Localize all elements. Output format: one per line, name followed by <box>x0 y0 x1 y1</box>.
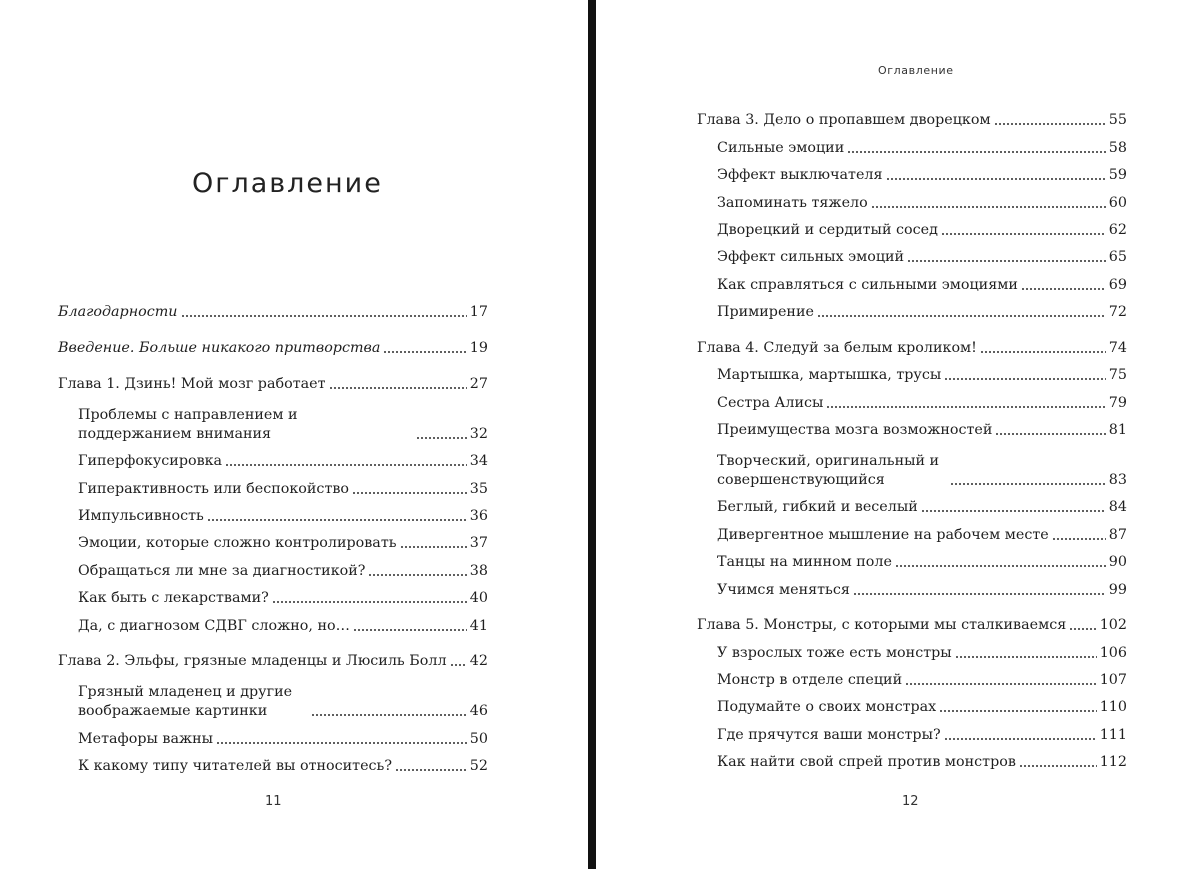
dot-leader <box>207 508 467 522</box>
toc-entry-title: Как найти свой спрей против монстров <box>717 754 1016 771</box>
dot-leader <box>450 653 467 667</box>
dot-leader <box>352 481 467 495</box>
toc-entry-chapter <box>697 103 1127 130</box>
toc-entry-page: 27 <box>469 375 488 392</box>
toc-entry-page: 90 <box>1108 554 1127 571</box>
dot-leader <box>416 426 467 440</box>
toc-entry-page: 42 <box>469 653 488 670</box>
dot-leader <box>400 535 467 549</box>
toc-entry <box>58 499 488 526</box>
toc-entry-title: Введение. Больше никакого притворства <box>58 340 381 357</box>
toc-entry-page: 99 <box>1108 581 1127 598</box>
toc-entry-page: 50 <box>469 730 488 747</box>
toc-entry-title: Монстр в отделе специй <box>717 672 903 689</box>
toc-entry-page: 37 <box>469 535 488 552</box>
toc-entry <box>697 213 1127 240</box>
toc-entry-page: 111 <box>1099 726 1127 743</box>
toc-entry <box>58 553 488 580</box>
page-number: 12 <box>902 794 919 809</box>
toc-entry-page: 84 <box>1108 499 1127 516</box>
toc-entry-title: Гиперактивность или беспокойство <box>78 480 350 497</box>
toc-entry-chapter <box>697 608 1127 635</box>
toc-entry-title: Сильные эмоции <box>717 139 845 156</box>
toc-entry-title: Эффект сильных эмоций <box>717 249 905 266</box>
toc-entry-title: Творческий, оригинальный и совершенствующийся <box>717 452 940 488</box>
dot-leader <box>853 582 1106 596</box>
book-spine <box>588 0 596 869</box>
toc-entry <box>697 690 1127 717</box>
toc-entry <box>697 413 1127 440</box>
toc-entry-title: Проблемы с направлением и поддержанием внимания <box>78 406 298 442</box>
dot-leader <box>944 727 1097 741</box>
toc-entry-title: Как справляться с сильными эмоциями <box>717 276 1018 293</box>
dot-leader <box>216 731 467 745</box>
dot-leader <box>272 590 467 604</box>
toc-entry-page: 83 <box>1108 471 1127 488</box>
toc-entry-page: 112 <box>1099 754 1127 771</box>
toc-entry-page: 35 <box>469 480 488 497</box>
toc-entry-title: Глава 4. Следуй за белым кроликом! <box>697 339 977 356</box>
toc-entry <box>697 240 1127 267</box>
toc-entry <box>58 295 488 322</box>
toc-entry <box>58 394 488 444</box>
toc-entry-title: Запоминать тяжело <box>717 194 868 211</box>
toc-entry-title: Преимущества мозга возможностей <box>717 421 993 438</box>
toc-entry <box>58 526 488 553</box>
toc-entry-page: 65 <box>1108 249 1127 266</box>
toc-entry-page: 72 <box>1108 304 1127 321</box>
toc-entry-title: Глава 5. Монстры, с которыми мы сталкиваемся <box>697 617 1067 634</box>
toc-entry-page: 59 <box>1108 167 1127 184</box>
toc-entry <box>697 295 1127 322</box>
toc-entry <box>697 440 1127 490</box>
toc-list-left <box>58 295 488 776</box>
running-head: Оглавление <box>878 64 954 77</box>
toc-entry-page: 46 <box>469 703 488 720</box>
toc-entry-title: Эффект выключателя <box>717 167 883 184</box>
toc-entry-title: Подумайте о своих монстрах <box>717 699 937 716</box>
dot-leader <box>950 472 1106 486</box>
toc-entry-title: Мартышка, мартышка, трусы <box>717 367 942 384</box>
dot-leader <box>847 140 1106 154</box>
toc-entry <box>58 671 488 721</box>
dot-leader <box>944 367 1106 381</box>
toc-entry <box>697 545 1127 572</box>
toc-entry-title: Метафоры важны <box>78 730 214 747</box>
toc-entry-title: Танцы на минном поле <box>717 554 892 571</box>
dot-leader <box>1019 754 1097 768</box>
toc-entry-title: Беглый, гибкий и веселый <box>717 499 918 516</box>
toc-entry <box>697 663 1127 690</box>
toc-entry <box>697 385 1127 412</box>
page-number: 11 <box>265 794 282 809</box>
dot-leader <box>907 249 1106 263</box>
toc-entry <box>697 517 1127 544</box>
toc-entry-page: 55 <box>1108 112 1127 129</box>
dot-leader <box>395 758 467 772</box>
dot-leader <box>353 618 467 632</box>
toc-entry <box>697 130 1127 157</box>
toc-entry-page: 79 <box>1108 394 1127 411</box>
toc-entry-title: У взрослых тоже есть монстры <box>717 644 952 661</box>
toc-entry-page: 38 <box>469 562 488 579</box>
toc-entry <box>697 745 1127 772</box>
toc-entry-title: Глава 2. Эльфы, грязные младенцы и Люсиль Болл <box>58 653 447 670</box>
toc-entry-page: 41 <box>469 617 488 634</box>
toc-entry <box>58 721 488 748</box>
dot-leader <box>225 453 467 467</box>
toc-entry-title: Гиперфокусировка <box>78 453 223 470</box>
toc-entry-page: 87 <box>1108 526 1127 543</box>
toc-entry <box>58 608 488 635</box>
toc-entry-title: Примирение <box>717 304 814 321</box>
toc-entry-page: 52 <box>469 757 488 774</box>
dot-leader <box>181 304 467 318</box>
toc-entry-page: 58 <box>1108 139 1127 156</box>
toc-list-right <box>697 103 1127 772</box>
toc-entry-page: 75 <box>1108 367 1127 384</box>
dot-leader <box>955 645 1097 659</box>
toc-entry-title: К какому типу читателей вы относитесь? <box>78 757 393 774</box>
toc-entry-chapter <box>697 330 1127 357</box>
dot-leader <box>368 563 466 577</box>
toc-entry-page: 69 <box>1108 276 1127 293</box>
dot-leader <box>826 395 1105 409</box>
toc-entry-page: 34 <box>469 453 488 470</box>
toc-entry-page: 32 <box>469 425 488 442</box>
dot-leader <box>995 422 1105 436</box>
left-page <box>0 0 588 869</box>
toc-entry-title: Дворецкий и сердитый сосед <box>717 221 938 238</box>
toc-entry-title: Эмоции, которые сложно контролировать <box>78 535 397 552</box>
toc-entry-title: Да, с диагнозом СДВГ сложно, но… <box>78 617 350 634</box>
toc-entry <box>697 267 1127 294</box>
dot-leader <box>1021 277 1106 291</box>
toc-entry <box>697 572 1127 599</box>
page-title: Оглавление <box>192 168 383 199</box>
dot-leader <box>994 112 1106 126</box>
dot-leader <box>905 672 1097 686</box>
dot-leader <box>980 340 1106 354</box>
toc-entry-page: 102 <box>1099 617 1127 634</box>
toc-entry-title: Глава 3. Дело о пропавшем дворецком <box>697 112 991 129</box>
toc-entry-page: 74 <box>1108 339 1127 356</box>
toc-entry <box>697 635 1127 662</box>
toc-entry <box>697 185 1127 212</box>
dot-leader <box>941 222 1106 236</box>
toc-entry <box>697 358 1127 385</box>
toc-entry-page: 60 <box>1108 194 1127 211</box>
toc-entry-title: Глава 1. Дзинь! Мой мозг работает <box>58 375 326 392</box>
toc-entry <box>58 749 488 776</box>
toc-entry-title: Где прячутся ваши монстры? <box>717 726 941 743</box>
toc-entry <box>58 331 488 358</box>
toc-entry-page: 107 <box>1099 672 1127 689</box>
toc-entry-title: Обращаться ли мне за диагностикой? <box>78 562 366 579</box>
toc-entry-page: 17 <box>469 304 488 321</box>
dot-leader <box>886 167 1106 181</box>
toc-entry-title: Благодарности <box>58 304 178 321</box>
toc-entry-page: 62 <box>1108 221 1127 238</box>
dot-leader <box>1052 527 1106 541</box>
dot-leader <box>817 304 1106 318</box>
right-page <box>596 0 1186 869</box>
dot-leader <box>871 195 1106 209</box>
toc-entry-page: 81 <box>1108 421 1127 438</box>
toc-entry <box>697 158 1127 185</box>
dot-leader <box>383 340 466 354</box>
dot-leader <box>311 703 467 717</box>
dot-leader <box>1069 617 1096 631</box>
toc-entry <box>697 490 1127 517</box>
toc-entry-title: Сестра Алисы <box>717 394 824 411</box>
toc-entry-title: Дивергентное мышление на рабочем месте <box>717 526 1049 543</box>
toc-entry-page: 36 <box>469 507 488 524</box>
toc-entry-page: 110 <box>1099 699 1127 716</box>
toc-entry <box>58 471 488 498</box>
toc-entry-chapter <box>58 644 488 671</box>
toc-entry-chapter <box>58 366 488 393</box>
toc-entry-page: 40 <box>469 590 488 607</box>
toc-entry-title: Как быть с лекарствами? <box>78 590 269 607</box>
toc-entry <box>697 717 1127 744</box>
dot-leader <box>329 376 467 390</box>
toc-entry-page: 19 <box>469 340 488 357</box>
toc-entry <box>58 444 488 471</box>
dot-leader <box>939 699 1096 713</box>
dot-leader <box>895 554 1106 568</box>
toc-entry-title: Грязный младенец и другие воображаемые картинки <box>78 684 293 720</box>
toc-entry <box>58 581 488 608</box>
toc-entry-title: Учимся меняться <box>717 581 850 598</box>
toc-entry-title: Импульсивность <box>78 507 204 524</box>
toc-entry-page: 106 <box>1099 644 1127 661</box>
dot-leader <box>921 499 1106 513</box>
